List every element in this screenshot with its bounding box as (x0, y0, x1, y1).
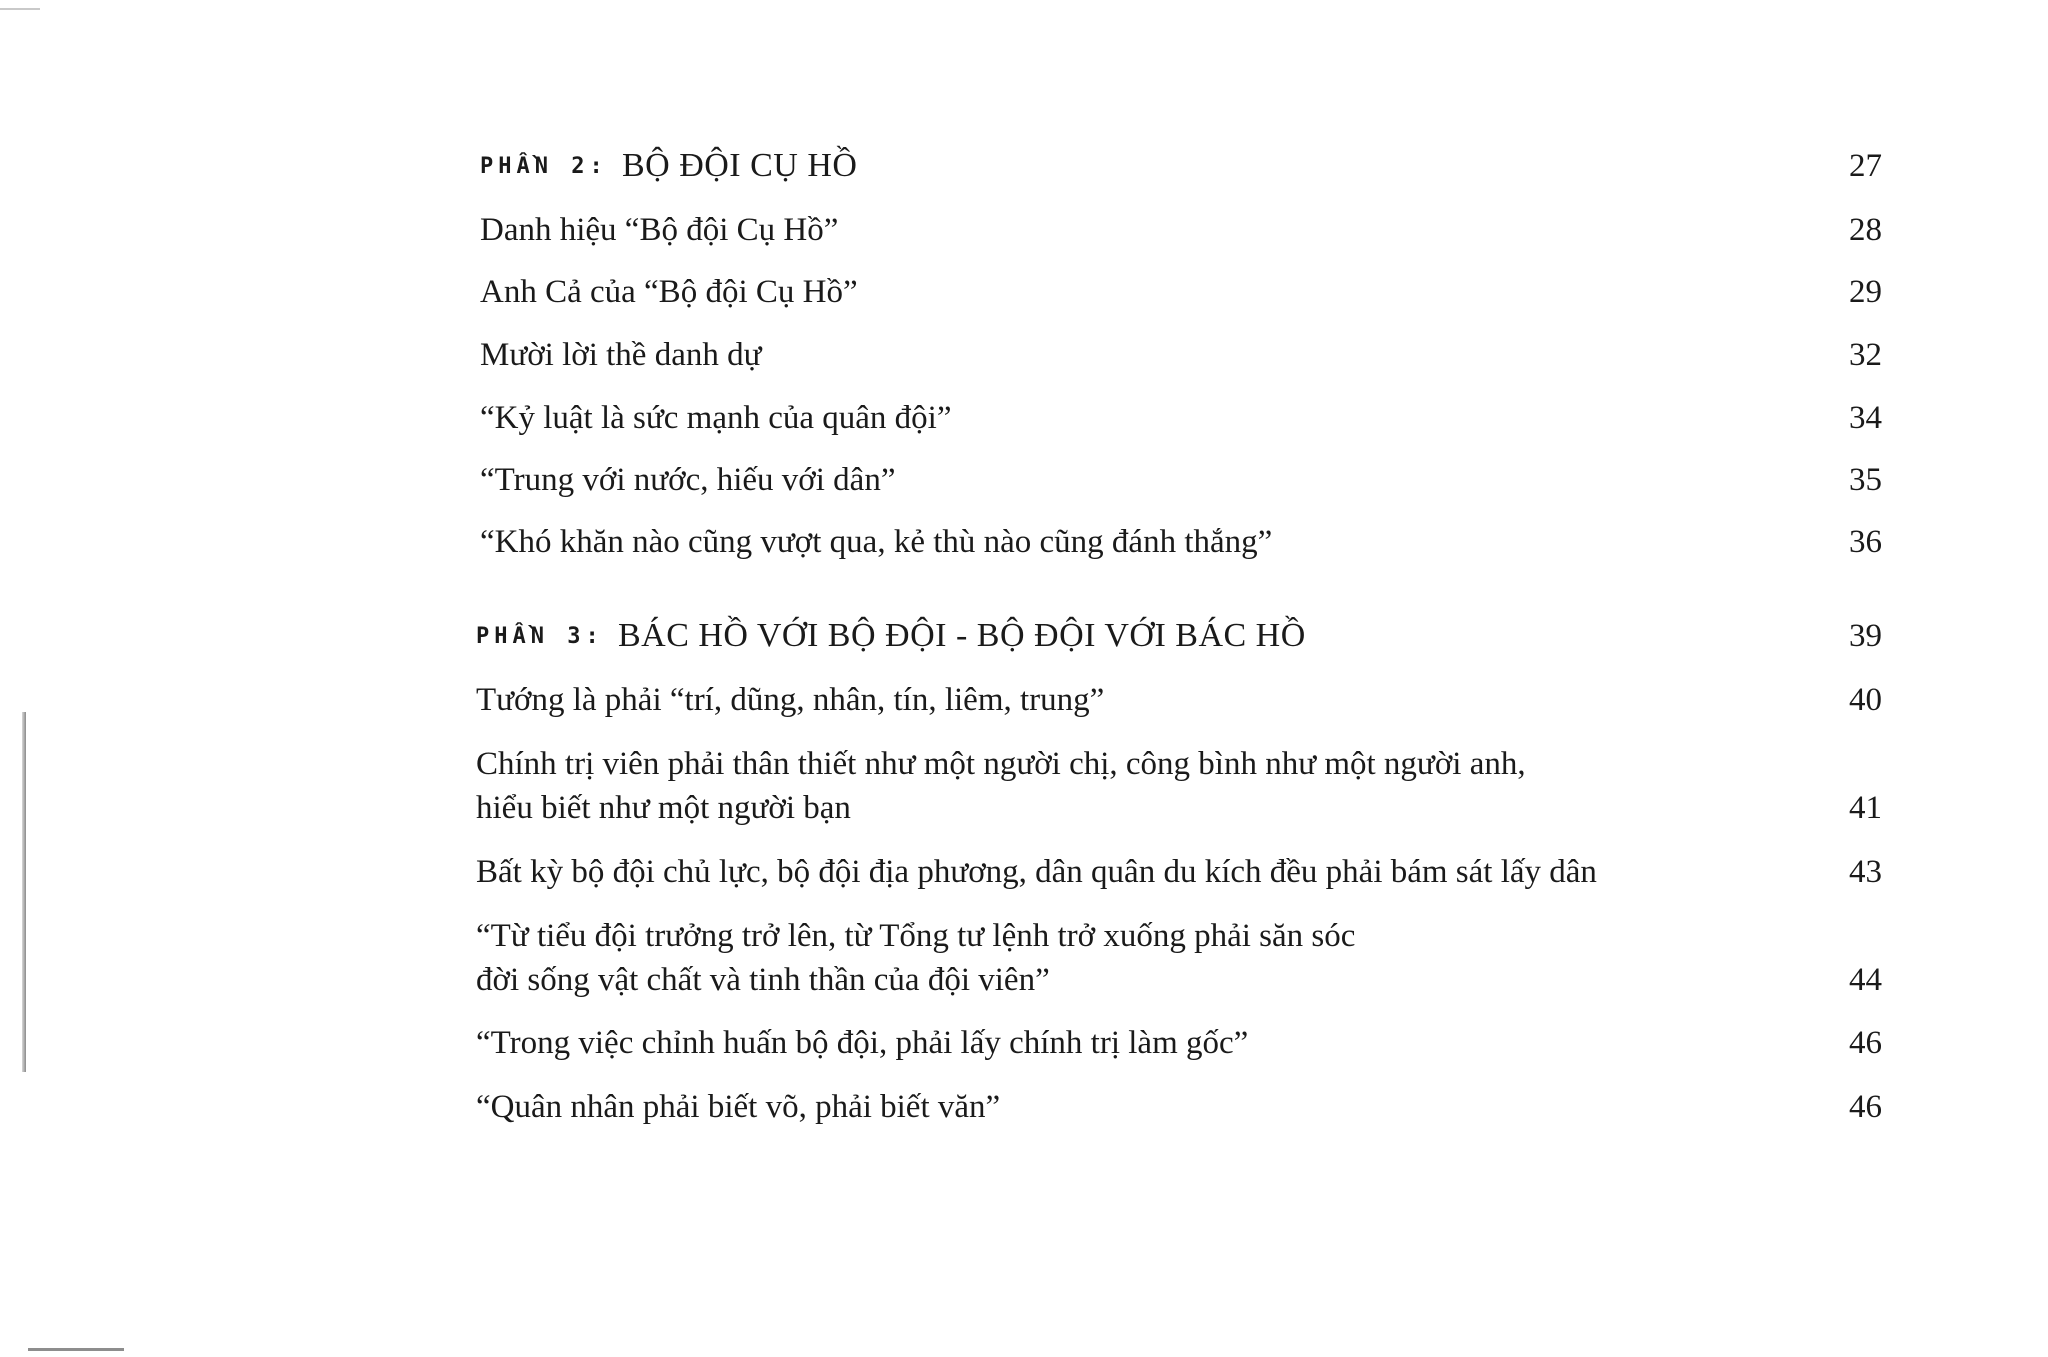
part-2-page-number: 27 (1849, 148, 1882, 184)
toc-entry-title (480, 333, 761, 377)
toc-entry-title (480, 458, 895, 502)
toc-entry-line: “Trung với nước, hiếu với dân” (480, 462, 896, 498)
toc-entry-line: đời sống vật chất và tinh thần của đội viên” (476, 962, 1050, 998)
toc-entry-page: 28 (1849, 212, 1882, 248)
toc-entry-title (476, 1085, 1000, 1129)
toc-entry-line: “Từ tiểu đội trưởng trở lên, từ Tổng tư lệnh trở xuống phải săn sóc (476, 918, 1356, 954)
part-3-label: PHẦN 3: (476, 624, 604, 649)
toc-entry-line: “Kỷ luật là sức mạnh của quân đội” (480, 400, 952, 436)
toc-entry-line: Chính trị viên phải thân thiết như một người chị, công bình như một người anh, (476, 746, 1526, 782)
toc-entry-page: 35 (1849, 462, 1882, 498)
toc-entry-line: Bất kỳ bộ đội chủ lực, bộ đội địa phương, dân quân du kích đều phải bám sát lấy dân (476, 854, 1597, 890)
toc-entry-line: hiểu biết như một người bạn (476, 790, 851, 826)
toc-entry-page: 41 (1849, 790, 1882, 826)
toc-entry-line: “Quân nhân phải biết võ, phải biết văn” (476, 1089, 1001, 1125)
part-3-heading-title (476, 614, 1306, 659)
toc-entry-title (480, 396, 951, 440)
toc-entry-line: “Trong việc chỉnh huấn bộ đội, phải lấy chính trị làm gốc” (476, 1025, 1249, 1061)
toc-entry-page: 29 (1849, 274, 1882, 310)
toc-entry-line: Anh Cả của “Bộ đội Cụ Hồ” (480, 274, 858, 310)
toc-entry-title (476, 742, 1526, 830)
part-3-page-number: 39 (1849, 618, 1882, 654)
toc-entry-title (476, 914, 1355, 1002)
toc-entry-page: 44 (1849, 962, 1882, 998)
part-2-heading-title (480, 144, 857, 189)
toc-entry-line: Tướng là phải “trí, dũng, nhân, tín, liêm, trung” (476, 682, 1105, 718)
toc-entry-title (480, 270, 858, 314)
toc-entry-title (476, 850, 1597, 894)
toc-entry-page: 43 (1849, 854, 1882, 890)
toc-entry-page: 46 (1849, 1025, 1882, 1061)
part-2-title: BỘ ĐỘI CỤ HỒ (621, 147, 858, 184)
toc-entry-page: 32 (1849, 337, 1882, 373)
toc-entry-line: Danh hiệu “Bộ đội Cụ Hồ” (480, 212, 839, 248)
toc-entry-title (476, 1021, 1248, 1065)
toc-entry-title (480, 208, 838, 252)
toc-entry-page: 36 (1849, 524, 1882, 560)
toc-entry-page: 40 (1849, 682, 1882, 718)
toc-entry-line: Mười lời thề danh dự (480, 337, 762, 373)
part-3-title: BÁC HỒ VỚI BỘ ĐỘI - BỘ ĐỘI VỚI BÁC HỒ (617, 617, 1306, 654)
toc-entry-line: “Khó khăn nào cũng vượt qua, kẻ thù nào cũng đánh thắng” (480, 524, 1273, 560)
toc-entry-page: 34 (1849, 400, 1882, 436)
toc-entry-page: 46 (1849, 1089, 1882, 1125)
toc-entry-title (480, 520, 1272, 564)
toc-entry-title (476, 678, 1104, 722)
part-2-label: PHẦN 2: (480, 154, 608, 179)
